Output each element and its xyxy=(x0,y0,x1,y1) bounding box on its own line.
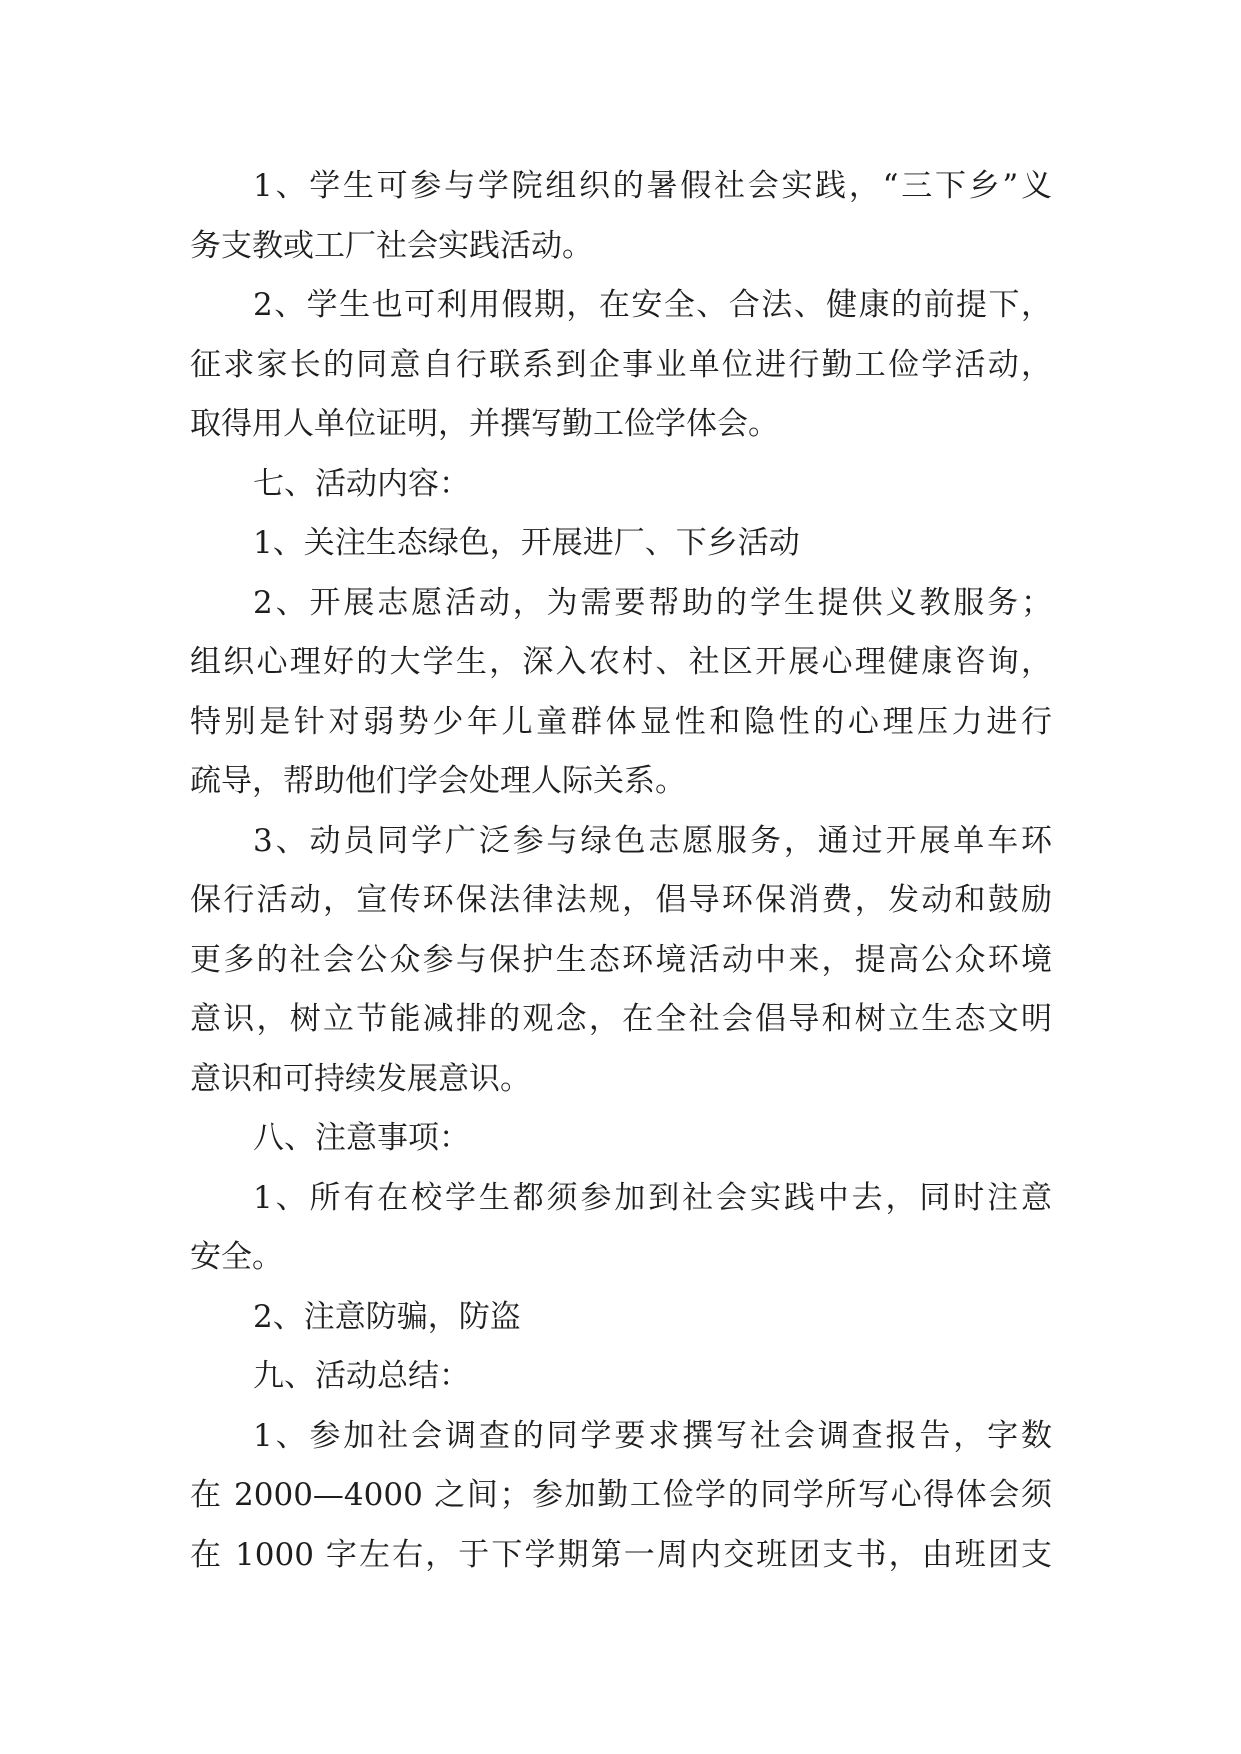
text-line: 意识，树立节能减排的观念，在全社会倡导和树立生态文明 xyxy=(190,1001,1052,1037)
text-line: 七、活动内容： xyxy=(253,465,470,502)
text-line: 组织心理好的大学生，深入农村、社区开展心理健康咨询， xyxy=(190,644,1052,680)
text-line: 取得用人单位证明，并撰写勤工俭学体会。 xyxy=(190,406,779,442)
text-line: 九、活动总结： xyxy=(253,1358,470,1394)
text-line: 3、动员同学广泛参与绿色志愿服务，通过开展单车环 xyxy=(253,822,1052,859)
text-line: 1、学生可参与学院组织的暑假社会实践，“三下乡”义 xyxy=(253,168,1052,204)
text-line: 2、开展志愿活动，为需要帮助的学生提供义教服务； xyxy=(253,584,1052,621)
text-line: 八、注意事项： xyxy=(253,1120,470,1156)
text-line: 2、学生也可利用假期，在安全、合法、健康的前提下， xyxy=(253,287,1052,323)
text-line: 更多的社会公众参与保护生态环境活动中来，提高公众环境 xyxy=(190,941,1052,978)
text-line: 1、所有在校学生都须参加到社会实践中去，同时注意 xyxy=(253,1179,1052,1216)
text-line: 1、关注生态绿色，开展进厂、下乡活动 xyxy=(253,525,800,561)
document-body xyxy=(190,157,1052,1585)
text-line: 特别是针对弱势少年儿童群体显性和隐性的心理压力进行 xyxy=(190,703,1052,740)
text-line: 务支教或工厂社会实践活动。 xyxy=(190,227,593,264)
text-line: 安全。 xyxy=(190,1239,283,1275)
text-line: 2、注意防骗，防盗 xyxy=(253,1298,521,1335)
text-line: 征求家长的同意自行联系到企事业单位进行勤工俭学活动， xyxy=(190,346,1052,383)
text-line: 疏导，帮助他们学会处理人际关系。 xyxy=(190,763,686,799)
text-line: 意识和可持续发展意识。 xyxy=(190,1060,531,1097)
text-line: 保行活动，宣传环保法律法规，倡导环保消费，发动和鼓励 xyxy=(190,882,1052,918)
text-line: 在 1000 字左右，于下学期第一周内交班团支书，由班团支 xyxy=(190,1536,1052,1573)
text-line: 在 2000—4000 之间；参加勤工俭学的同学所写心得体会须 xyxy=(190,1477,1052,1513)
text-line: 1、参加社会调查的同学要求撰写社会调查报告，字数 xyxy=(253,1417,1052,1454)
